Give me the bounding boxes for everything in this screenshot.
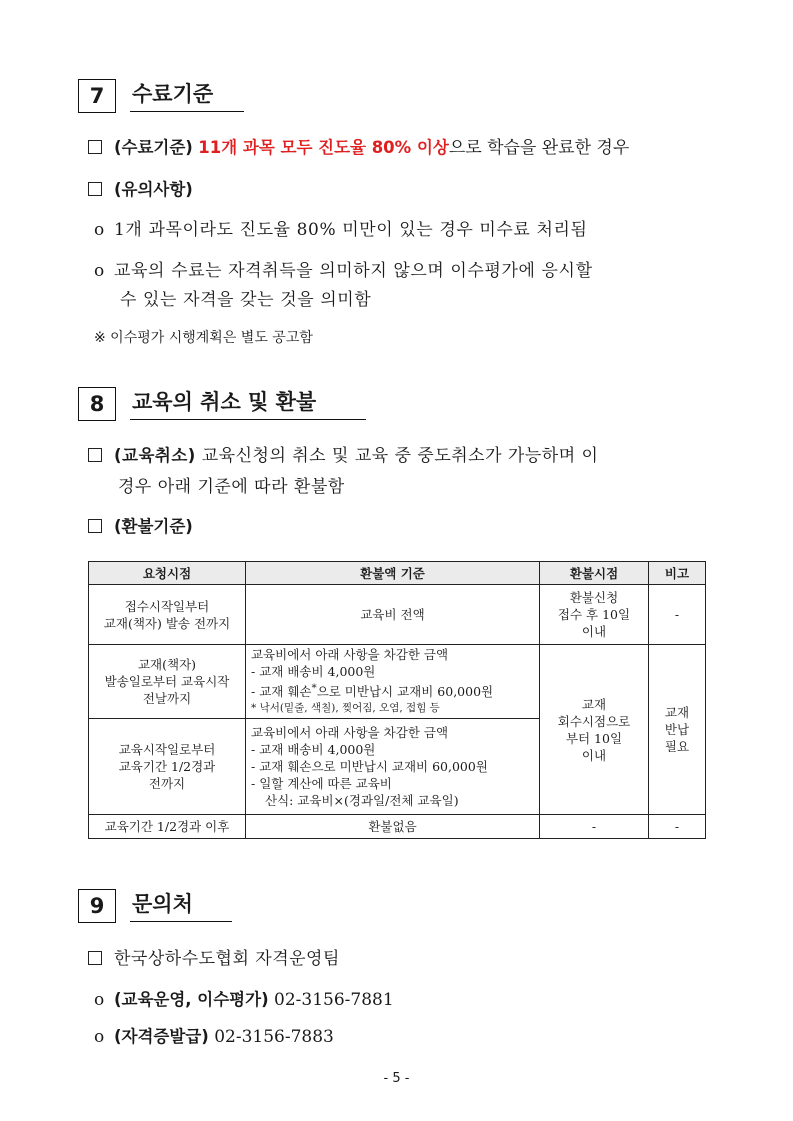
org-name: 한국상하수도협회 자격운영팀 xyxy=(114,949,340,969)
cancellation-item-cont: 경우 아래 기준에 따라 환불함 xyxy=(118,477,345,497)
table-row xyxy=(89,815,706,839)
table-header-row xyxy=(89,562,706,585)
request-time-cell: 교재(책자) 발송일로부터 교육시작 전날까지 xyxy=(89,645,246,719)
notice-bullet-1 xyxy=(94,218,588,242)
table-row xyxy=(89,645,706,719)
section-7-header xyxy=(78,78,244,114)
column-header: 요청시점 xyxy=(89,562,246,585)
phone-number: 02-3156-7881 xyxy=(274,990,394,1010)
checkbox-square-icon xyxy=(88,182,102,196)
column-header: 환불액 기준 xyxy=(246,562,540,585)
table-row xyxy=(89,585,706,645)
notice-bullet-2-cont: 수 있는 자격을 갖는 것을 의미함 xyxy=(120,290,372,310)
refund-time-cell: 교재 회수시점으로 부터 10일 이내 xyxy=(540,645,649,815)
checkbox-square-icon xyxy=(88,951,102,965)
column-header: 비고 xyxy=(649,562,706,585)
section-8-header xyxy=(78,386,366,422)
note-cell: 교재 반납 필요 xyxy=(649,645,706,815)
refund-criteria-item xyxy=(88,515,193,539)
contact-label: (교육운영, 이수평가) xyxy=(114,990,269,1009)
section-number: 9 xyxy=(78,889,116,923)
column-header: 환불시점 xyxy=(540,562,649,585)
contact-item-1 xyxy=(94,988,394,1012)
damage-footnote: * 낙서(밑줄, 색칠), 찢어짐, 오염, 접힘 등 xyxy=(251,702,440,715)
item-label: (환불기준) xyxy=(114,517,193,536)
checkbox-square-icon xyxy=(88,519,102,533)
item-text: 교육신청의 취소 및 교육 중 중도취소가 가능하며 이 xyxy=(201,446,599,466)
bullet-marker: o xyxy=(94,220,105,240)
item-label: (교육취소) xyxy=(114,446,196,465)
contact-org-item xyxy=(88,947,340,971)
bullet-marker: o xyxy=(94,1027,105,1047)
notice-item xyxy=(88,178,193,202)
refund-time-cell: 환불신청 접수 후 10일 이내 xyxy=(540,585,649,645)
refund-amount-cell: 교육비에서 아래 사항을 차감한 금액 - 교재 배송비 4,000원 - 교재 훼손으로 미반납시 교재비 60,000원 - 일할 계산에 따른 교육비 산식: 교육비×(경과일/전체 교육일) xyxy=(246,719,540,815)
item-label: (수료기준) xyxy=(114,138,193,157)
request-time-cell: 접수시작일부터 교재(책자) 발송 전까지 xyxy=(89,585,246,645)
refund-time-cell: - xyxy=(540,815,649,839)
page-number: - 5 - xyxy=(383,1071,410,1086)
section-title: 문의처 xyxy=(130,891,232,922)
refund-table xyxy=(88,561,706,839)
notice-bullet-2 xyxy=(94,259,593,283)
bullet-text: 1개 과목이라도 진도율 80% 미만이 있는 경우 미수료 처리됨 xyxy=(114,220,588,240)
cancellation-item xyxy=(88,444,598,468)
section-title: 교육의 취소 및 환불 xyxy=(130,389,366,420)
note-cell: - xyxy=(649,585,706,645)
section-9-header xyxy=(78,888,232,924)
bullet-marker: o xyxy=(94,990,105,1010)
note-cell: - xyxy=(649,815,706,839)
refund-amount-cell: 환불없음 xyxy=(246,815,540,839)
bullet-text: 교육의 수료는 자격취득을 의미하지 않으며 이수평가에 응시할 xyxy=(114,261,593,281)
item-label: (유의사항) xyxy=(114,180,193,199)
footnote: ※ 이수평가 시행계획은 별도 공고함 xyxy=(94,330,313,346)
checkbox-square-icon xyxy=(88,140,102,154)
phone-number: 02-3156-7883 xyxy=(214,1027,334,1047)
contact-item-2 xyxy=(94,1025,334,1049)
checkbox-square-icon xyxy=(88,448,102,462)
refund-amount-cell: 교육비 전액 xyxy=(246,585,540,645)
bullet-marker: o xyxy=(94,261,105,281)
completion-criteria-item xyxy=(88,136,629,160)
highlight-text: 11개 과목 모두 진도율 80% 이상 xyxy=(198,138,449,157)
item-text: 으로 학습을 완료한 경우 xyxy=(448,138,630,158)
contact-label: (자격증발급) xyxy=(114,1027,209,1046)
request-time-cell: 교육시작일로부터 교육기간 1/2경과 전까지 xyxy=(89,719,246,815)
request-time-cell: 교육기간 1/2경과 이후 xyxy=(89,815,246,839)
section-number: 8 xyxy=(78,387,116,421)
refund-amount-cell: 교육비에서 아래 사항을 차감한 금액 - 교재 배송비 4,000원 - 교재 훼손*으로 미반납시 교재비 60,000원 * 낙서(밑줄, 색칠), 찢어짐, 오염, 접힘 등 xyxy=(246,645,540,719)
section-number: 7 xyxy=(78,79,116,113)
section-title: 수료기준 xyxy=(130,81,244,112)
